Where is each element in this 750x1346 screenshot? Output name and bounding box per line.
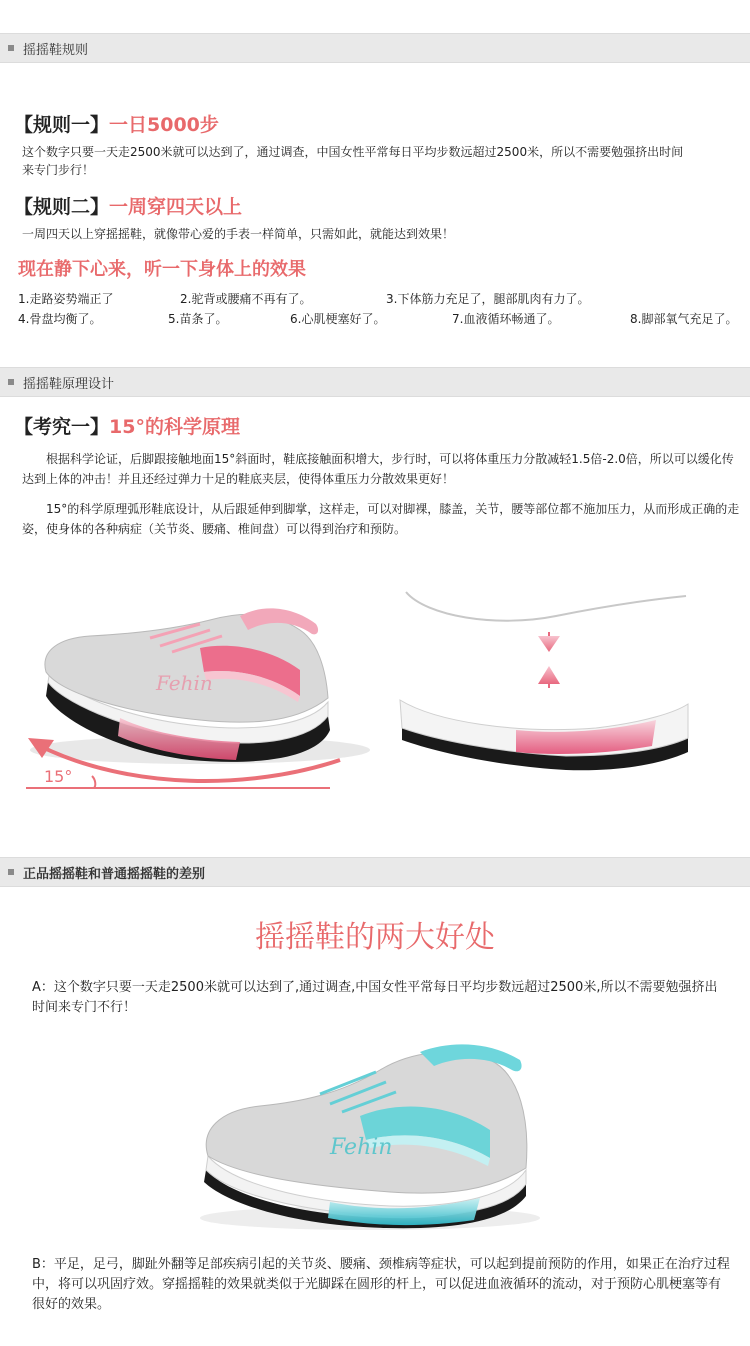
arrow-up-icon: [538, 666, 560, 684]
effect-item: 7.血液循环畅通了。: [452, 312, 560, 326]
rule1-text: 这个数字只要一天走2500米就可以达到了，通过调查，中国女性平常每日平均步数远超过2500米，所以不需要勉强挤出时间来专门步行！: [22, 145, 684, 177]
principle-para-1: 根据科学论证，后脚跟接触地面15°斜面时，鞋底接触面积增大，步行时，可以将体重压力分散减轻1.5倍-2.0倍，所以可以缓化传达到上体的冲击！并且还经过弹力十足的鞋底夹层，使得体重压力分散效果更好！: [22, 452, 734, 486]
shoe-logo-text: Fehin: [330, 1135, 393, 1160]
effect-item: 2.驼背或腰痛不再有了。: [180, 292, 312, 306]
effect-item: 5.苗条了。: [168, 312, 228, 326]
principle-heading: [14, 412, 240, 439]
blue-shoe-illustration: [190, 1030, 560, 1240]
pink-shoe-illustration: [0, 590, 440, 820]
principle-title: 15°的科学原理: [109, 416, 240, 438]
rule2-text: 一周四天以上穿摇摇鞋，就像带心爱的手表一样简单，只需如此，就能达到效果！: [22, 227, 455, 241]
principle-bracket: 【考究一】: [14, 416, 110, 438]
rule1-heading: [14, 110, 219, 137]
principle-para-2: 15°的科学原理弧形鞋底设计，从后跟延伸到脚掌，这样走，可以对脚裸，膝盖，关节，腰等部位都不施加压力，从而形成正确的走姿，使身体的各种病症（关节炎、腰痛、椎间盘）可以得到治疗和预防。: [22, 502, 740, 536]
benefit-a-text: A：这个数字只要一天走2500米就可以达到了,通过调查,中国女性平常每日平均步数远超过2500米,所以不需要勉强挤出时间来专门不行！: [32, 980, 718, 1015]
section-bar-title: 正品摇摇鞋和普通摇摇鞋的差别: [23, 866, 206, 882]
rule2-title: 一周穿四天以上: [109, 196, 243, 218]
section-bar-title: 摇摇鞋规则: [23, 42, 89, 58]
calm-title: 现在静下心来，听一下身体上的效果: [18, 259, 306, 280]
benefits-title: 摇摇鞋的两大好处: [255, 920, 495, 955]
section-bar-rules: [0, 33, 750, 63]
bullet-square-icon: [8, 869, 14, 875]
benefit-b-text: B：平足，足弓，脚趾外翻等足部疾病引起的关节炎、腰痛、颈椎病等症状，可以起到提前预防的作用，如果正在治疗过程中，将可以巩固疗效。穿摇摇鞋的效果就类似于光脚踩在圆形的杆上，可以促进血液循环的流动，对于预防心肌梗塞等有很好的效果。: [32, 1257, 730, 1312]
rule2-heading: [14, 192, 242, 219]
bullet-square-icon: [8, 45, 14, 51]
effect-item: 1.走路姿势端正了: [18, 292, 114, 306]
effect-item: 3.下体筋力充足了，腿部肌肉有力了。: [386, 292, 590, 306]
section-bar-difference: [0, 857, 750, 887]
shoe-logo-text: Fehin: [156, 671, 213, 695]
rule1-bracket: 【规则一】: [14, 114, 110, 136]
rule1-title: 一日5000步: [109, 114, 219, 136]
effect-item: 6.心肌梗塞好了。: [290, 312, 386, 326]
arrow-down-icon: [538, 636, 560, 652]
effect-item: 4.骨盘均衡了。: [18, 312, 102, 326]
effect-item: 8.脚部氧气充足了。: [630, 312, 738, 326]
sole-closeup-illustration: [396, 580, 692, 780]
rule2-bracket: 【规则二】: [14, 196, 110, 218]
angle-label: 15°: [44, 767, 73, 786]
section-bar-principle: [0, 367, 750, 397]
bullet-square-icon: [8, 379, 14, 385]
section-bar-title: 摇摇鞋原理设计: [23, 376, 115, 392]
